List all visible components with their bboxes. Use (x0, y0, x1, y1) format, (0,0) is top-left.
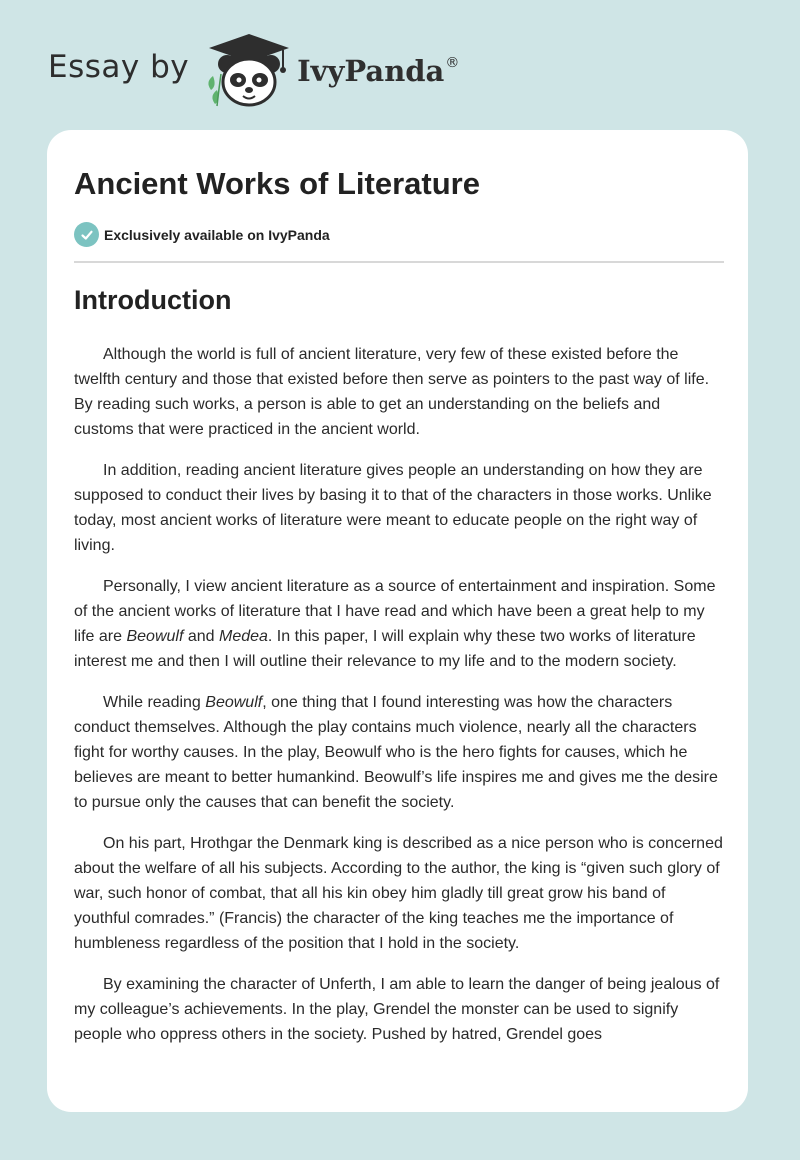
italic-title-text: Beowulf (126, 628, 184, 645)
brand-name: IvyPanda® (297, 54, 460, 88)
panda-graduation-cap-icon (203, 30, 295, 110)
paragraph-text: and (183, 628, 219, 645)
italic-title-text: Medea (218, 628, 268, 645)
body-paragraph (74, 831, 724, 956)
paragraph-text: , one thing that I found interesting was how the characters conduct themselves. Although the play contains much violence, nearly all the characters fight for worthy causes. In the play, Beowulf who is the hero fights for causes, which he believes are meant to better humankind. Beowulf’s life inspires me and gives me the desire to pursue only the causes that can benefit the society. (74, 694, 718, 811)
body-paragraph (74, 690, 724, 815)
check-circle-icon (74, 222, 99, 247)
paragraph-text: By examining the character of Unferth, I am able to learn the danger of being jealous of my colleague’s achievements. In the play, Grendel the monster can be used to signify people who oppress others in the society. Pushed by hatred, Grendel goes (74, 976, 720, 1043)
paragraph-text: In addition, reading ancient literature gives people an understanding on how they are supposed to conduct their lives by basing it to that of the characters in those works. Unlike today, most ancient works of literature were meant to educate people on the right way of living. (74, 462, 712, 554)
paragraph-text: Although the world is full of ancient literature, very few of these existed before the twelfth century and those that existed before then serve as pointers to the past way of life. By reading such works, a person is able to get an understanding on the beliefs and customs that were practiced in the ancient world. (74, 346, 710, 438)
title-divider (74, 261, 724, 263)
exclusive-label: Exclusively available on IvyPanda (104, 226, 330, 243)
page-title: Ancient Works of Literature (74, 166, 480, 201)
essay-by-label: Essay by (48, 49, 190, 85)
section-heading: Introduction (74, 285, 232, 315)
exclusive-badge (74, 222, 330, 247)
body-paragraph (74, 972, 724, 1047)
body-paragraph (74, 458, 724, 558)
site-header (48, 30, 459, 110)
paragraph-text: . In this paper, I will explain why these two works of literature interest me and then I will outline their relevance to my life and to the modern society. (74, 628, 696, 670)
paragraph-text: On his part, Hrothgar the Denmark king is described as a nice person who is concerned about the welfare of all his subjects. According to the author, the king is “given such glory of war, such honor of combat, that all his kin obey him gladly till great grow his band of youthful comrades.” (Francis) the character of the king teaches me the importance of humbleness regardless of the position that I hold in the society. (74, 835, 723, 952)
ivypanda-logo[interactable] (203, 30, 459, 110)
paragraph-text: While reading (103, 694, 206, 711)
italic-title-text: Beowulf (205, 694, 263, 711)
essay-card (47, 130, 748, 1112)
body-paragraph (74, 342, 724, 442)
paragraph-text: Personally, I view ancient literature as a source of entertainment and inspiration. Some of the ancient works of literature that I have read and which have been a great help to my life are (74, 578, 716, 645)
body-paragraph (74, 574, 724, 674)
registered-mark: ® (445, 55, 460, 71)
essay-body (74, 342, 724, 1063)
